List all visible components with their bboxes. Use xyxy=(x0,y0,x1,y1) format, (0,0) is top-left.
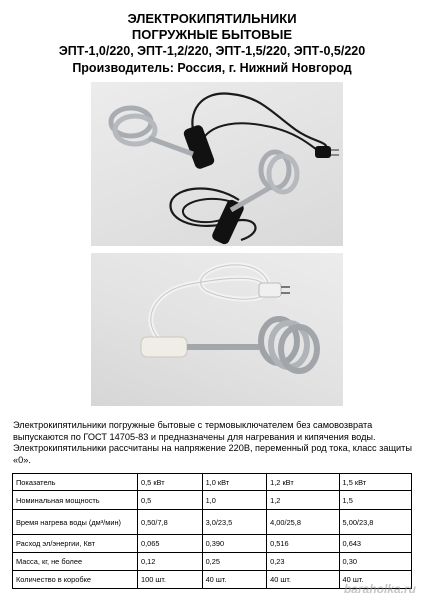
table-cell: 1,0 кВт xyxy=(202,474,267,491)
table-row xyxy=(13,535,412,553)
title-manufacturer: Производитель: Россия, г. Нижний Новгород xyxy=(72,61,352,75)
specification-table xyxy=(12,473,412,589)
product-photo-white-handle xyxy=(91,253,343,406)
table-cell: 100 шт. xyxy=(138,571,203,589)
table-cell: 0,5 xyxy=(138,491,203,510)
product-description xyxy=(13,420,417,466)
table-cell: 40 шт. xyxy=(202,571,267,589)
table-cell: 1,2 кВт xyxy=(267,474,339,491)
description-paragraph-1: Электрокипятильники погружные бытовые с термовыключателем без самовозврата выпускаются по ГОСТ 14705-83 и предназначены для нагревания и кипячения воды. xyxy=(13,420,376,442)
row-label: Расход эл/энергии, Квт xyxy=(13,535,138,553)
table-cell: 0,643 xyxy=(339,535,411,553)
table-cell: 0,25 xyxy=(202,553,267,571)
watermark-text: baraholka.ru xyxy=(343,582,416,596)
table-cell: 3,0/23,5 xyxy=(202,510,267,535)
title-line-2: ПОГРУЖНЫЕ БЫТОВЫЕ xyxy=(131,27,293,42)
table-cell: 0,516 xyxy=(267,535,339,553)
description-paragraph-2: Электрокипятильники рассчитаны на напряжение 220В, переменный род тока, класс защиты «0». xyxy=(13,443,412,465)
table-row xyxy=(13,491,412,510)
title-line-1: ЭЛЕКТРОКИПЯТИЛЬНИКИ xyxy=(127,11,297,26)
row-label: Масса, кг, не более xyxy=(13,553,138,571)
table-cell: 0,30 xyxy=(339,553,411,571)
product-photo-black-handles xyxy=(91,82,343,246)
table-cell: 0,50/7,8 xyxy=(138,510,203,535)
table-cell: 1,5 xyxy=(339,491,411,510)
table-cell: 1,2 xyxy=(267,491,339,510)
title-models: ЭПТ-1,0/220, ЭПТ-1,2/220, ЭПТ-1,5/220, ЭПТ-0,5/220 xyxy=(58,44,366,58)
row-label: Количество в коробке xyxy=(13,571,138,589)
table-cell: 0,390 xyxy=(202,535,267,553)
table-cell: 4,00/25,8 xyxy=(267,510,339,535)
row-label: Показатель xyxy=(13,474,138,491)
table-cell: 1,0 xyxy=(202,491,267,510)
table-row xyxy=(13,510,412,535)
table-cell: 0,065 xyxy=(138,535,203,553)
row-label: Время нагрева воды (дм³/мин) xyxy=(13,510,138,535)
table-cell: 40 шт. xyxy=(339,571,411,589)
table-row xyxy=(13,553,412,571)
table-cell: 5,00/23,8 xyxy=(339,510,411,535)
table-row xyxy=(13,474,412,491)
table-cell: 0,12 xyxy=(138,553,203,571)
row-label: Номинальная мощность xyxy=(13,491,138,510)
table-cell: 0,5 кВт xyxy=(138,474,203,491)
table-cell: 40 шт. xyxy=(267,571,339,589)
table-cell: 1,5 кВт xyxy=(339,474,411,491)
table-cell: 0,23 xyxy=(267,553,339,571)
